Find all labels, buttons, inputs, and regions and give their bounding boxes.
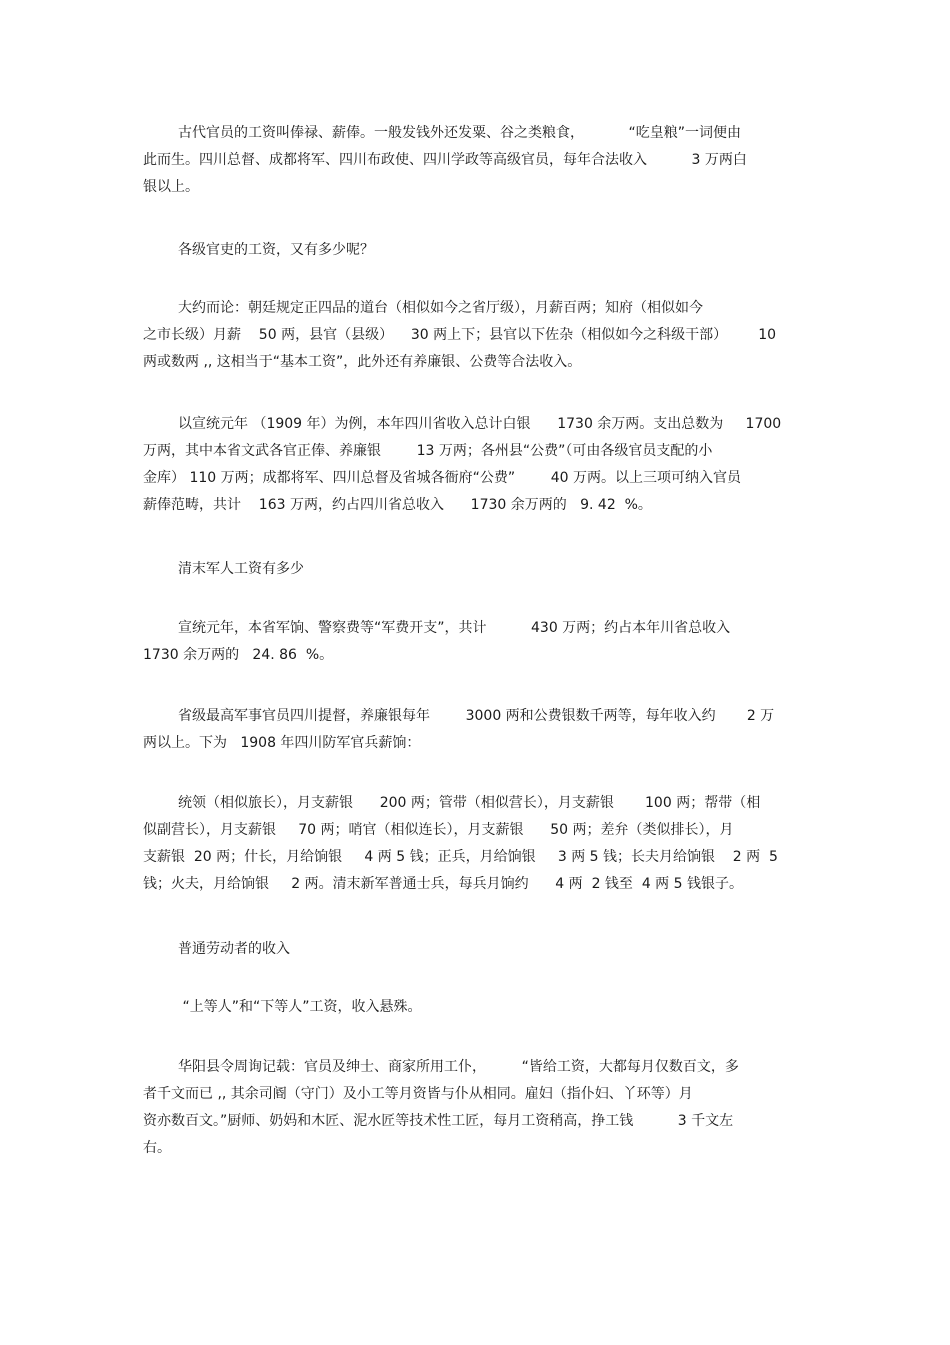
text-line: 以宣统元年 （1909 年）为例，本年四川省收入总计白银 1730 余万两。支出总数为 1700 <box>178 416 782 432</box>
text-line: 宣统元年，本省军饷、警察费等“军费开支”，共计 430 万两；约占本年川省总收入 <box>178 620 731 636</box>
text-line: 钱；火夫，月给饷银 2 两。清末新军普通士兵，每兵月饷约 4 两 2 钱至 4 两 5 钱银子。 <box>143 876 743 892</box>
text-line: 两或数两 ,, 这相当于“基本工资”，此外还有养廉银、公费等合法收入。 <box>143 354 582 370</box>
section-heading-laborers: 普通劳动者的收入 <box>178 941 290 957</box>
text-line: 资亦数百文。”厨师、奶妈和木匠、泥水匠等技术性工匠，每月工资稍高，挣工钱 3 千文左 <box>143 1113 734 1129</box>
text-line: 省级最高军事官员四川提督，养廉银每年 3000 两和公费银数千两等，每年收入约 2 万 <box>178 708 775 724</box>
paragraph-official-ranks <box>143 295 815 376</box>
section-heading-military: 清末军人工资有多少 <box>178 561 304 577</box>
paragraph-huayang-record <box>143 1054 815 1162</box>
paragraph-provincial-commander <box>143 703 815 757</box>
text-line: 金库） 110 万两；成都将军、四川总督及省城各衙府“公费” 40 万两。以上三项可纳入官员 <box>143 470 741 486</box>
text-line: 薪俸范畴，共计 163 万两，约占四川省总收入 1730 余万两的 9. 42 %。 <box>143 497 652 513</box>
text-line: 华阳县令周询记载：官员及绅士、商家所用工仆， “皆给工资，大都每月仅数百文，多 <box>178 1059 739 1075</box>
paragraph-military-budget <box>143 615 815 669</box>
paragraph-officer-pay <box>143 790 815 898</box>
text-line: 似副营长），月支薪银 70 两；哨官（相似连长），月支薪银 50 两；差弁（类似排长），月 <box>143 822 734 838</box>
text-line: 大约而论：朝廷规定正四品的道台（相似如今之省厅级），月薪百两；知府（相似如今 <box>178 300 703 316</box>
paragraph-official-salaries <box>143 120 815 201</box>
text-line: 者千文而已 ,, 其余司阍（守门）及小工等月资皆与仆从相同。雇妇（指仆妇、丫环等）月 <box>143 1086 693 1102</box>
text-line: 支薪银 20 两；什长，月给饷银 4 两 5 钱；正兵，月给饷银 3 两 5 钱；长夫月给饷银 2 两 5 <box>143 849 778 865</box>
text-line: 此而生。四川总督、成都将军、四川布政使、四川学政等高级官员，每年合法收入 3 万两白 <box>143 152 747 168</box>
section-question: 各级官吏的工资，又有多少呢？ <box>178 242 374 258</box>
paragraph-income-gap: “上等人”和“下等人”工资，收入悬殊。 <box>178 999 422 1015</box>
text-line: 1730 余万两的 24. 86 %。 <box>143 647 334 663</box>
text-line: 万两，其中本省文武各官正俸、养廉银 13 万两；各州县“公费”（可由各级官员支配的小 <box>143 443 713 459</box>
text-line: 之市长级）月薪 50 两，县官（县级） 30 两上下；县官以下佐杂（相似如今之科级干部） 10 <box>143 327 777 343</box>
text-line: 统领（相似旅长），月支薪银 200 两；管带（相似营长），月支薪银 100 两；帮带（相 <box>178 795 761 811</box>
text-line: 古代官员的工资叫俸禄、薪俸。一般发钱外还发粟、谷之类粮食， “吃皇粮”一词便由 <box>178 125 742 141</box>
text-line: 银以上。 <box>143 179 199 195</box>
paragraph-budget-1909 <box>143 411 815 519</box>
text-line: 两以上。下为 1908 年四川防军官兵薪饷： <box>143 735 421 751</box>
text-line: 右。 <box>143 1140 171 1156</box>
